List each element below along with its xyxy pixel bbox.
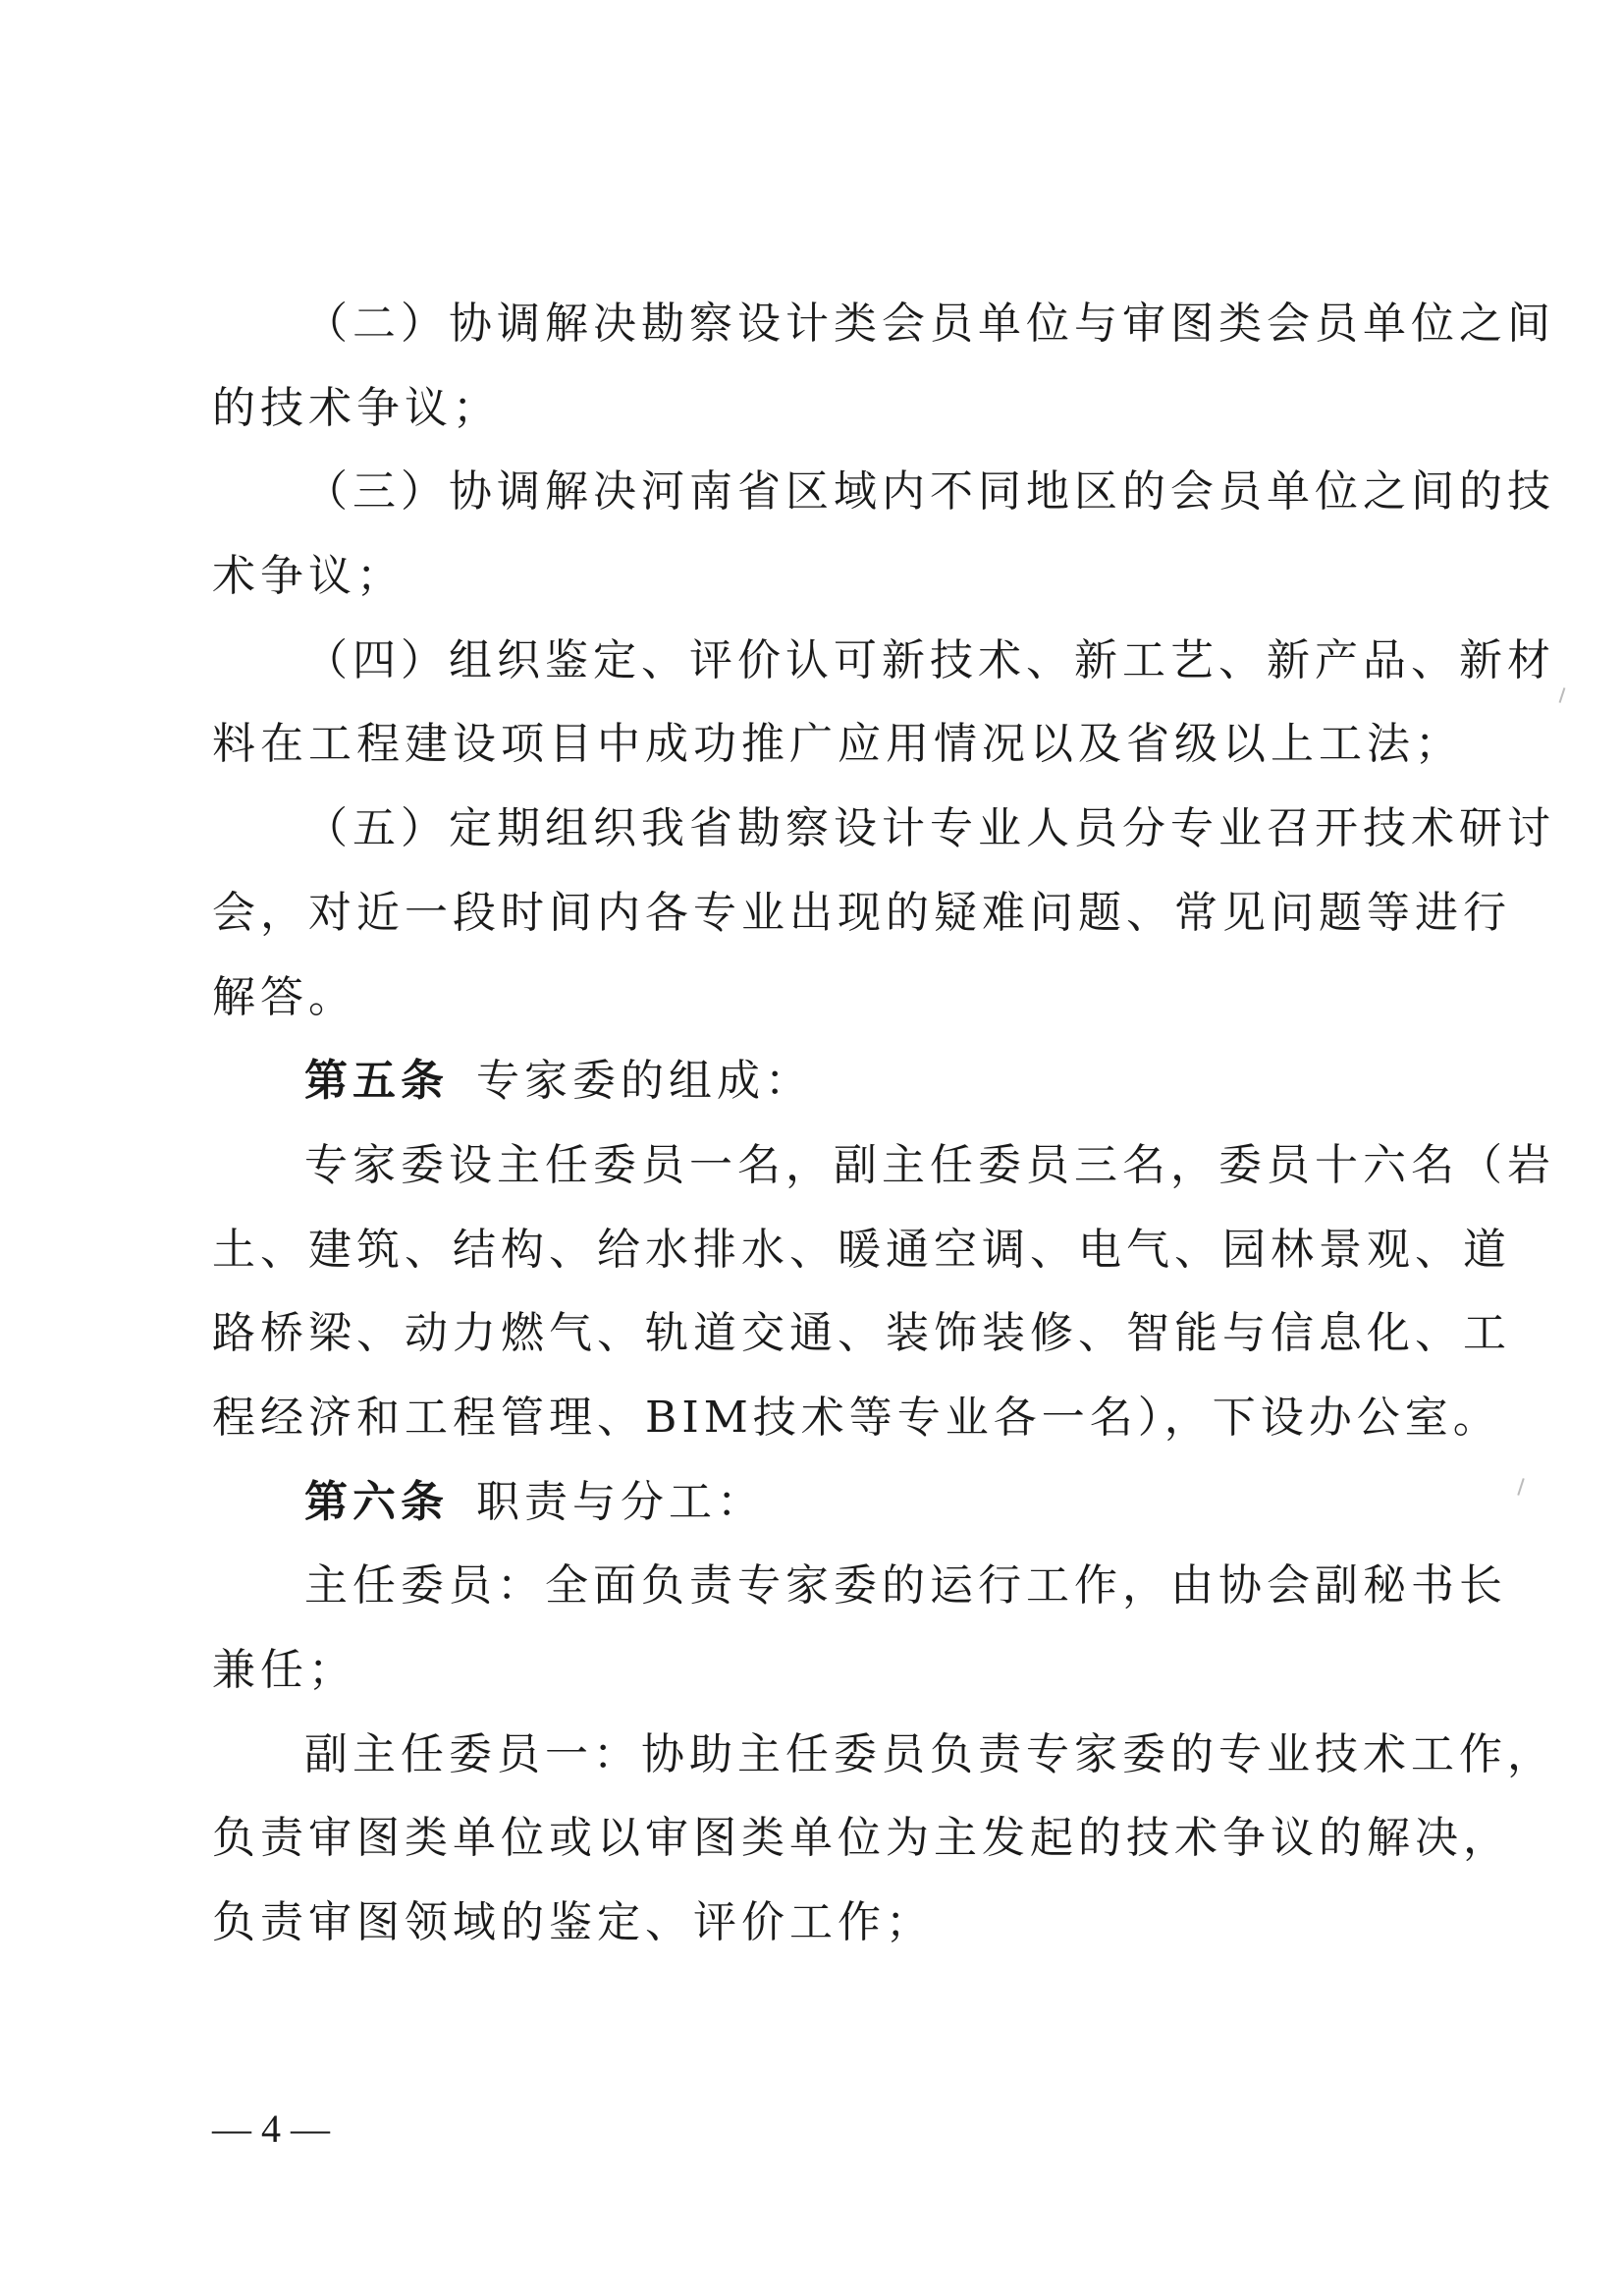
paragraph-line: （二）协调解决勘察设计类会员单位与审图类会员单位之间 (304, 299, 1555, 349)
paragraph-line: （三）协调解决河南省区域内不同地区的会员单位之间的技 (304, 466, 1555, 517)
paragraph-line: 解答。 (212, 972, 356, 1022)
page-number: — 4 — (212, 2106, 330, 2151)
article-6-heading: 第六条 (304, 1477, 449, 1527)
paragraph-line: 路桥梁、动力燃气、轨道交通、装饰装修、智能与信息化、工 (212, 1308, 1511, 1358)
paragraph-line: 兼任； (212, 1645, 356, 1695)
article-5-line (304, 1052, 1420, 1111)
paragraph-line: （五）定期组织我省勘察设计专业人员分专业召开技术研讨 (304, 803, 1555, 853)
paragraph-line: 负责审图领域的鉴定、评价工作； (212, 1897, 934, 1947)
article-6-line (304, 1473, 1420, 1532)
paragraph-line: 程经济和工程管理、BIM技术等专业各一名），下设办公室。 (212, 1393, 1501, 1443)
paragraph-line: 土、建筑、结构、给水排水、暖通空调、电气、园林景观、道 (212, 1225, 1511, 1275)
paragraph-line: 副主任委员一：协助主任委员负责专家委的专业技术工作， (304, 1729, 1555, 1779)
scan-speck (1517, 1478, 1524, 1496)
paragraph-line: 的技术争议； (212, 383, 501, 433)
paragraph-line: 主任委员：全面负责专家委的运行工作，由协会副秘书长 (304, 1560, 1507, 1611)
paragraph-line: 专家委设主任委员一名，副主任委员三名，委员十六名（岩 (304, 1140, 1555, 1190)
paragraph-line: 料在工程建设项目中成功推广应用情况以及省级以上工法； (212, 719, 1463, 769)
article-5-heading: 第五条 (304, 1056, 449, 1106)
paragraph-line: （四）组织鉴定、评价认可新技术、新工艺、新产品、新材 (304, 635, 1555, 685)
paragraph-line: 负责审图类单位或以审图类单位为主发起的技术争议的解决， (212, 1813, 1511, 1863)
article-6-text: 职责与分工： (476, 1477, 765, 1527)
scan-speck (1559, 687, 1566, 703)
article-5-text: 专家委的组成： (476, 1056, 813, 1106)
paragraph-line: 术争议； (212, 551, 405, 601)
paragraph-line: 会，对近一段时间内各专业出现的疑难问题、常见问题等进行 (212, 888, 1511, 938)
